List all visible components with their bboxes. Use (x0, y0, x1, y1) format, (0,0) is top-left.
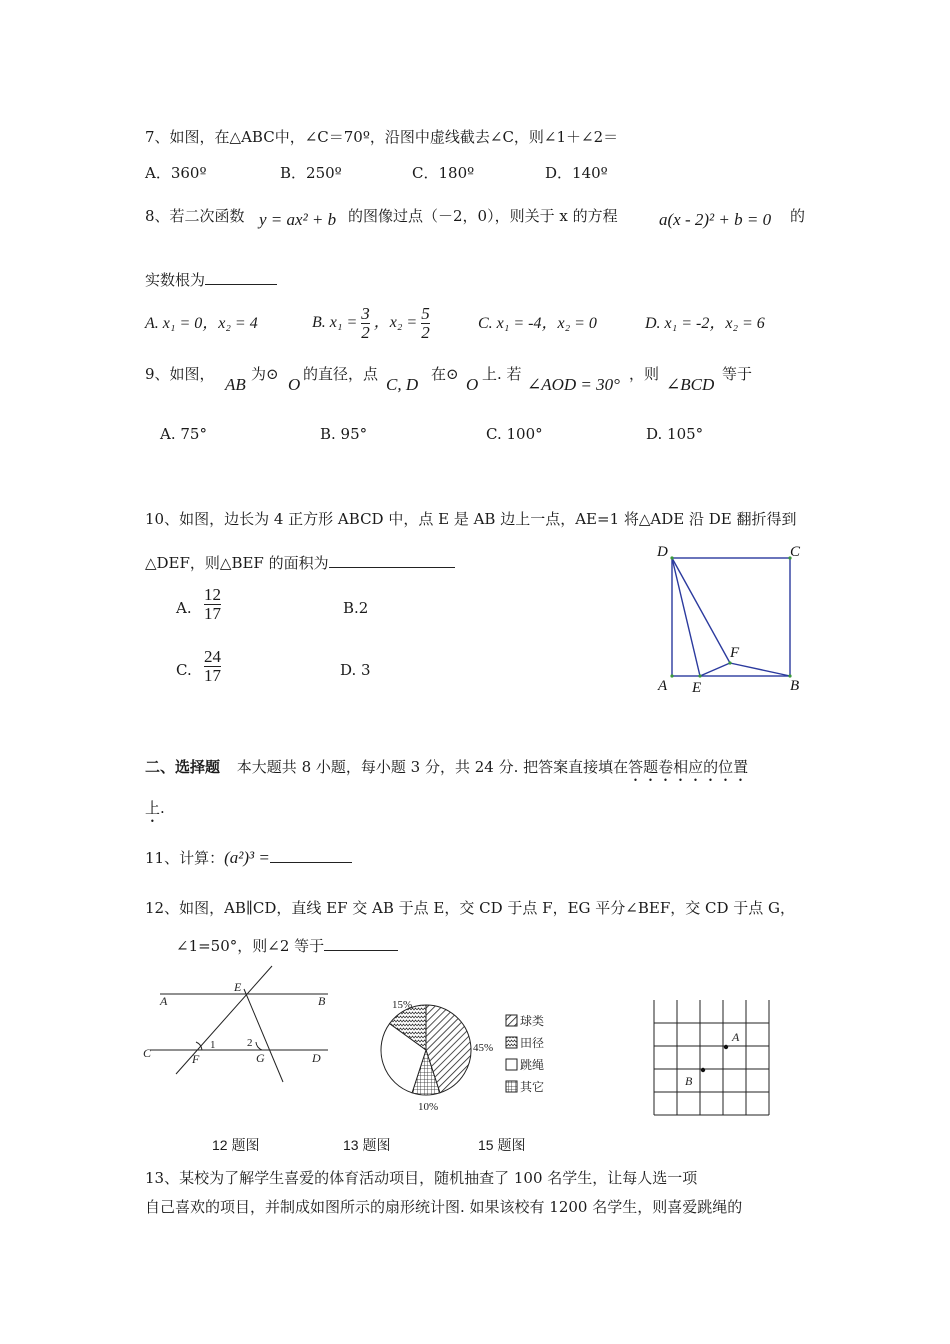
segment-ef (700, 663, 730, 676)
q7-option-b: B．250º (280, 164, 342, 182)
q8-option-b: B. x₁ = $\frac{3}{2}$ ，x₂ = $\frac{5}{2}$ (312, 303, 430, 342)
q8-stem-c: 的 (790, 207, 806, 225)
q10-option-b: B.2 (343, 599, 369, 617)
label-a: A (160, 994, 168, 1008)
legend-swatch-4 (506, 1081, 517, 1092)
q9-o-1: O (288, 375, 301, 394)
legend-label-3: 跳绳 (520, 1058, 545, 1072)
label-a: A (732, 1030, 740, 1044)
q9-o-2: O (466, 375, 479, 394)
label-c: C (143, 1046, 152, 1060)
q11-expression: (a²)³ = (224, 848, 270, 867)
q8-option-c: C. x₁ = -4，x₂ = 0 (478, 315, 597, 332)
label-c: C (790, 544, 801, 560)
q9-option-c: C. 100° (486, 425, 543, 443)
segment-df (672, 558, 730, 663)
q10-square-figure (650, 540, 810, 700)
q9-if: 上. 若 (482, 365, 522, 383)
caption-q13: 13 题图 (343, 1137, 391, 1153)
q11-stem: 11、计算：(a²)³ = (145, 846, 352, 868)
q10-option-d: D. 3 (340, 661, 371, 679)
q10-line-2: △DEF，则△BEF 的面积为 (145, 551, 455, 573)
angle-2-label: 2 (247, 1037, 253, 1049)
q7-option-c: C．180º (412, 164, 475, 182)
q12-parallel-lines-figure (140, 965, 340, 1085)
label-a: A (658, 678, 668, 694)
q10-line-1: 10、如图，边长为 4 正方形 ABCD 中，点 E 是 AB 边上一点，AE=1 将△ADE 沿 DE 翻折得到 (145, 510, 797, 528)
label-b: B (685, 1074, 693, 1088)
q8-equation: a(x - 2)² + b = 0 (659, 210, 772, 229)
q12-line-2: ∠1=50°，则∠2 等于 (176, 934, 398, 956)
q9-cd: C, D (386, 375, 419, 394)
q8-function: y = ax² + b (259, 210, 337, 229)
point-b (701, 1068, 705, 1072)
pie-label-45: 45% (473, 1042, 494, 1054)
q9-is-diameter: 为⊙ (251, 365, 279, 383)
segment-fb (730, 663, 790, 676)
label-e: E (692, 680, 702, 696)
legend-swatch-3 (506, 1059, 517, 1070)
segment-de (672, 558, 700, 676)
pie-legend (506, 1013, 544, 1094)
section-2-heading: 二、选择题 本大题共 8 小题，每小题 3 分，共 24 分. 把答案直接填在答题卷相应的位置 (145, 758, 749, 776)
q15-grid-figure (645, 995, 785, 1130)
q13-line-2: 自己喜欢的项目，并制成如图所示的扇形统计图. 如果该校有 1200 名学生，则喜爱跳绳的 (145, 1198, 743, 1216)
q8-option-b-fraction-2: $\frac{5}{2}$ (421, 303, 430, 342)
label-f: F (730, 645, 740, 661)
q9-equals: 等于 (722, 365, 753, 383)
q8-option-a: A. x₁ = 0，x₂ = 4 (145, 315, 258, 332)
q10-option-a: $\frac{12}{17}$ (204, 585, 221, 623)
q7-option-a: A．360º (145, 164, 207, 182)
pie-label-10: 10% (418, 1101, 439, 1113)
legend-swatch-1 (506, 1015, 517, 1026)
q9-then: ，则 (629, 365, 660, 383)
legend-label-4: 其它 (520, 1080, 545, 1094)
q12-line-1: 12、如图，AB∥CD，直线 EF 交 AB 于点 E，交 CD 于点 F，EG 平分∠BEF，交 CD 于点 G， (145, 899, 796, 917)
q7-stem: 7、如图，在△ABC中，∠C＝70º，沿图中虚线截去∠C，则∠1＋∠2＝ (145, 128, 619, 146)
q10-option-c-label: C. (176, 661, 192, 679)
q9-angle-aod: ∠AOD = 30° (527, 375, 620, 394)
legend-swatch-2 (506, 1037, 517, 1048)
q9-option-d: D. 105° (646, 425, 704, 443)
line-eg (244, 989, 283, 1082)
q8-option-b-fraction-1: $\frac{3}{2}$ (361, 303, 370, 342)
q8-option-d: D. x₁ = -2，x₂ = 6 (645, 315, 765, 332)
q8-stem-d: 实数根为 (145, 268, 277, 290)
pie-label-15: 15% (392, 999, 413, 1011)
angle-1-label: 1 (210, 1039, 216, 1051)
q10-option-c: $\frac{24}{17}$ (204, 647, 221, 685)
q9-on-circle: 在⊙ (431, 365, 459, 383)
caption-q15: 15 题图 (478, 1137, 526, 1153)
label-g: G (256, 1051, 265, 1065)
section-2-heading-end: 上. (145, 799, 165, 817)
q9-angle-bcd: ∠BCD (666, 375, 715, 394)
q13-pie-chart (375, 995, 565, 1120)
label-f: F (192, 1052, 200, 1066)
label-e: E (234, 980, 242, 994)
pie-slices (381, 1005, 471, 1095)
q13-line-1: 13、某校为了解学生喜爱的体育活动项目，随机抽查了 100 名学生，让每人选一项 (145, 1169, 698, 1187)
point-a (724, 1045, 728, 1049)
section-2-title: 二、选择题 (145, 758, 221, 776)
legend-label-1: 球类 (520, 1014, 545, 1028)
q7-option-d: D．140º (545, 164, 608, 182)
q9-ab: AB (225, 375, 246, 394)
label-d: D (312, 1051, 321, 1065)
label-b: B (790, 678, 800, 694)
label-d: D (657, 544, 668, 560)
q8-stem-b: 的图像过点（－2，0），则关于 x 的方程 (348, 207, 618, 225)
q9-option-a: A. 75° (160, 425, 207, 443)
q10-option-a-label: A. (176, 599, 192, 617)
caption-q12: 12 题图 (212, 1137, 260, 1153)
q9-lead: 9、如图， (145, 365, 215, 383)
q8-stem-a: 8、若二次函数 (145, 207, 245, 225)
legend-label-2: 田径 (520, 1036, 545, 1050)
q9-diameter-text: 的直径，点 (303, 365, 379, 383)
q9-option-b: B. 95° (320, 425, 368, 443)
label-b: B (318, 994, 326, 1008)
